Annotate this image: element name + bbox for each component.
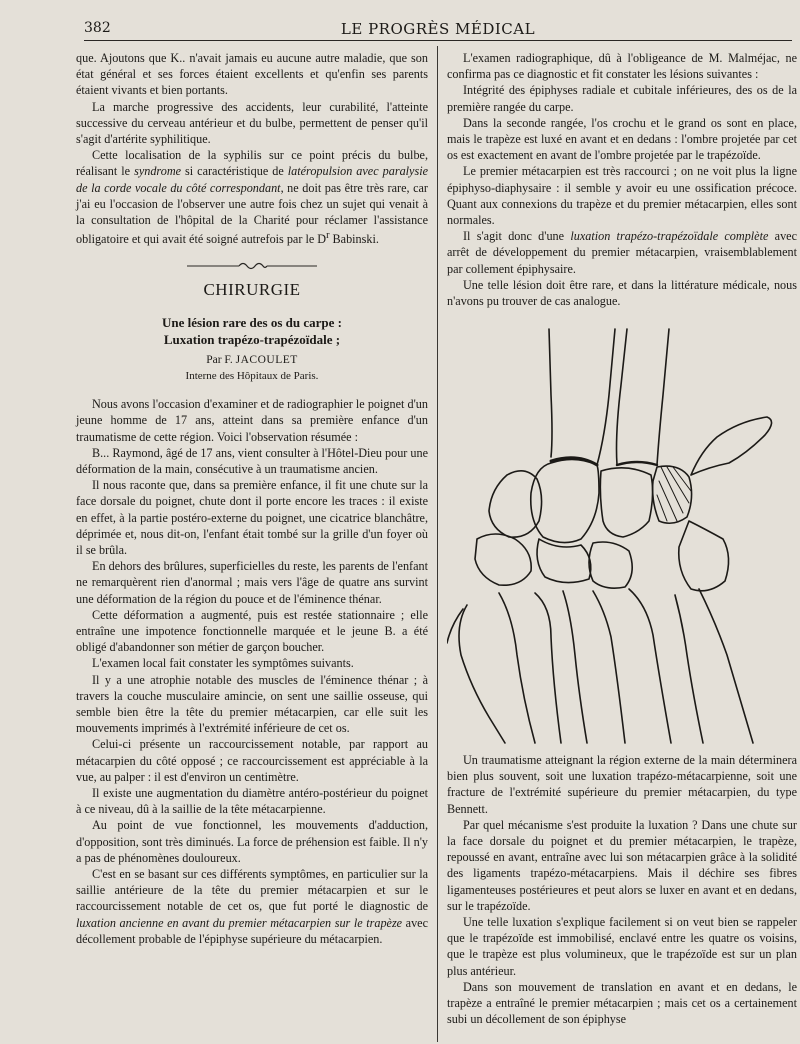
paragraph: Cette localisation de la syphilis sur ce point précis du bulbe, réalisant le syndrome si caractéristique de latéropulsion avec paralysie de la corde vocale du côté correspondant, ne doit pas être très rare, car j'ai eu l'occasion de l'observer une autre fois chez un sujet qui venait à la consultation de l'hôpital de la Charité pour réclamer l'assistance obligatoire et qui avait été soigné autrefois par le $D^r$ Babinski.	[76, 148, 428, 247]
paragraph: En dehors des brûlures, superficielles du reste, les parents de l'enfant ne remarquèrent rien d'anormal ; mais vers l'âge de quatre ans survint une déformation de la région du pouce et de l'éminence thénar.	[76, 559, 428, 606]
right-column-top	[447, 50, 797, 309]
paragraph: Une telle luxation s'explique facilement si on veut bien se rappeler que le trapézoïde est immobilisé, enclavé entre les quatre os voisins, que le trapèze est plus volumineux, que le trapézoïde est sur un plan plus antérieur.	[447, 915, 797, 978]
decorative-separator	[187, 260, 317, 272]
author-affiliation: Interne des Hôpitaux de Paris.	[185, 369, 319, 382]
section-heading: CHIRURGIE	[203, 279, 301, 299]
column-divider	[437, 46, 439, 1042]
byline: Par F. JACOULET	[206, 353, 298, 366]
author-name: JACOULET	[235, 353, 298, 366]
paragraph: La marche progressive des accidents, leur curabilité, l'atteinte successive du cerveau antérieur et du bulbe, permettent de penser qu'il s'agit d'artérite syphilitique.	[76, 99, 428, 147]
paragraph: que. Ajoutons que K.. n'avait jamais eu aucune autre maladie, que son état général et ses forces étaient excellents et qu'enfin ses parents étaient vivants et bien portants.	[76, 51, 428, 98]
paragraph: Dans son mouvement de translation en avant et en dedans, le trapèze a entraîné le premier métacarpien ; mais cet os a certainement subi un décollement de son épiphyse	[447, 979, 797, 1027]
paragraph: Il s'agit donc d'une luxation trapézo-trapézoïdale complète avec arrêt de développement du premier métacarpien, vraisemblablement par collement épiphysaire.	[447, 229, 797, 276]
paragraph: L'examen local fait constater les symptômes suivants.	[92, 656, 354, 671]
first-metacarpal	[459, 605, 505, 743]
article-title: Une lésion rare des os du carpe : Luxation trapézo-trapézoïdale ;	[162, 314, 342, 347]
paragraph: B... Raymond, âgé de 17 ans, vient consulter à l'Hôtel-Dieu pour une déformation de la main, consécutive à un traumatisme ancien.	[76, 445, 428, 476]
paragraph: C'est en se basant sur ces différents symptômes, en particulier sur la saillie antérieure de la tête du premier métacarpien et sur le raccourcissement notable de cet os, que fut porté le diagnostic de luxation ancienne en avant du premier métacarpien sur le trapèze avec décollement probable de l'épiphyse supérieure du métacarpien.	[76, 867, 428, 946]
paragraph: Un traumatisme atteignant la région externe de la main déterminera bien plus souvent, soit une luxation trapézo-métacarpienne, soit une fracture de l'extrémité supérieure du premier métacarpien, du type Bennett.	[447, 753, 797, 816]
trapezium-bone	[475, 534, 531, 585]
ulna-bone	[617, 329, 628, 465]
paragraph: Au point de vue fonctionnel, les mouvements d'adduction, d'opposition, sont très diminués. La force de préhension est faible. Il n'y a pas de phénomènes douloureux.	[76, 818, 428, 865]
left-column	[76, 50, 428, 947]
right-column-bottom	[447, 752, 797, 1027]
radius-bone	[549, 329, 552, 457]
paragraph: Celui-ci présente un raccourcissement notable, par rapport au métacarpien du côté opposé ; ce raccourcissement est appréciable à la vue, au palper : il est d'environ un centimètre.	[76, 737, 428, 784]
paragraph: Dans la seconde rangée, l'os crochu et le grand os sont en place, mais le trapèze est luxé en avant et en dedans : l'ombre projetée par cet os est exactement en avant de l'ombre projetée par le trapézoïde.	[447, 115, 797, 163]
journal-title: LE PROGRÈS MÉDICAL	[340, 20, 536, 38]
paragraph: Il y a une atrophie notable des muscles de l'éminence thénar ; à travers la couche musculaire amincie, on sent une saillie osseuse, qui semble bien être la tête du premier métacarpien, car elle suit les mouvements imprimés à l'extrémité inférieure de cet os.	[76, 672, 428, 736]
paragraph: Il nous raconte que, dans sa première enfance, il fit une chute sur la face dorsale du poignet, chute dont il porte encore les traces : il existe en effet, à la partie postéro-externe du poignet, une cicatrice blanchâtre, déprimée et, nous dit-on, l'enfant était tombé sur la grille d'un foyer où il se brûla.	[76, 478, 428, 557]
paragraph: Le premier métacarpien est très raccourci ; on ne voit plus la ligne épiphyso-diaphysaire : il semble y avoir eu une ossification précoce. Quant aux connexions du trapèze et du premier métacarpien, elles sont normales.	[447, 164, 797, 228]
paragraph: Nous avons l'occasion d'examiner et de radiographier le poignet d'un jeune homme de 17 ans, atteint dans sa première enfance d'un traumatisme de cette région. Voici l'observation résumée :	[76, 397, 428, 444]
paragraph: Cette déformation a augmenté, puis est restée stationnaire ; elle entraîne une impotence fonctionnelle marquée et le jeune B. a été obligé d'abandonner son métier de garçon boucher.	[76, 607, 428, 655]
paragraph: Il existe une augmentation du diamètre antéro-postérieur du poignet à ce niveau, dû à la saillie de la tête métacarpienne.	[76, 785, 428, 817]
paragraph: Intégrité des épiphyses radiale et cubitale inférieures, des os de la première rangée du carpe.	[447, 83, 797, 114]
running-header	[84, 18, 792, 41]
paragraph: L'examen radiographique, dû à l'obligeance de M. Malméjac, ne confirma pas ce diagnostic et fit constater les lésions suivantes :	[447, 51, 797, 82]
lunate-bone	[600, 468, 652, 537]
wrist-radiograph-drawing	[447, 325, 797, 747]
paragraph: Par quel mécanisme s'est produite la luxation ? Dans une chute sur la face dorsale du poignet et du premier métacarpien, le trapèze, repoussé en avant, entraîne avec lui son métacarpien grâce à la solidité des ligaments trapézo-métacarpiens. Mais il déchire ses fibres ligamenteuses postérieures et peut alors se luxer en avant et en dedans, sur le trapézoïde.	[447, 817, 797, 913]
paragraph: Une telle lésion doit être rare, et dans la littérature médicale, nous n'avons pu trouver de cas analogue.	[447, 277, 797, 309]
page-number: 382	[84, 20, 111, 36]
